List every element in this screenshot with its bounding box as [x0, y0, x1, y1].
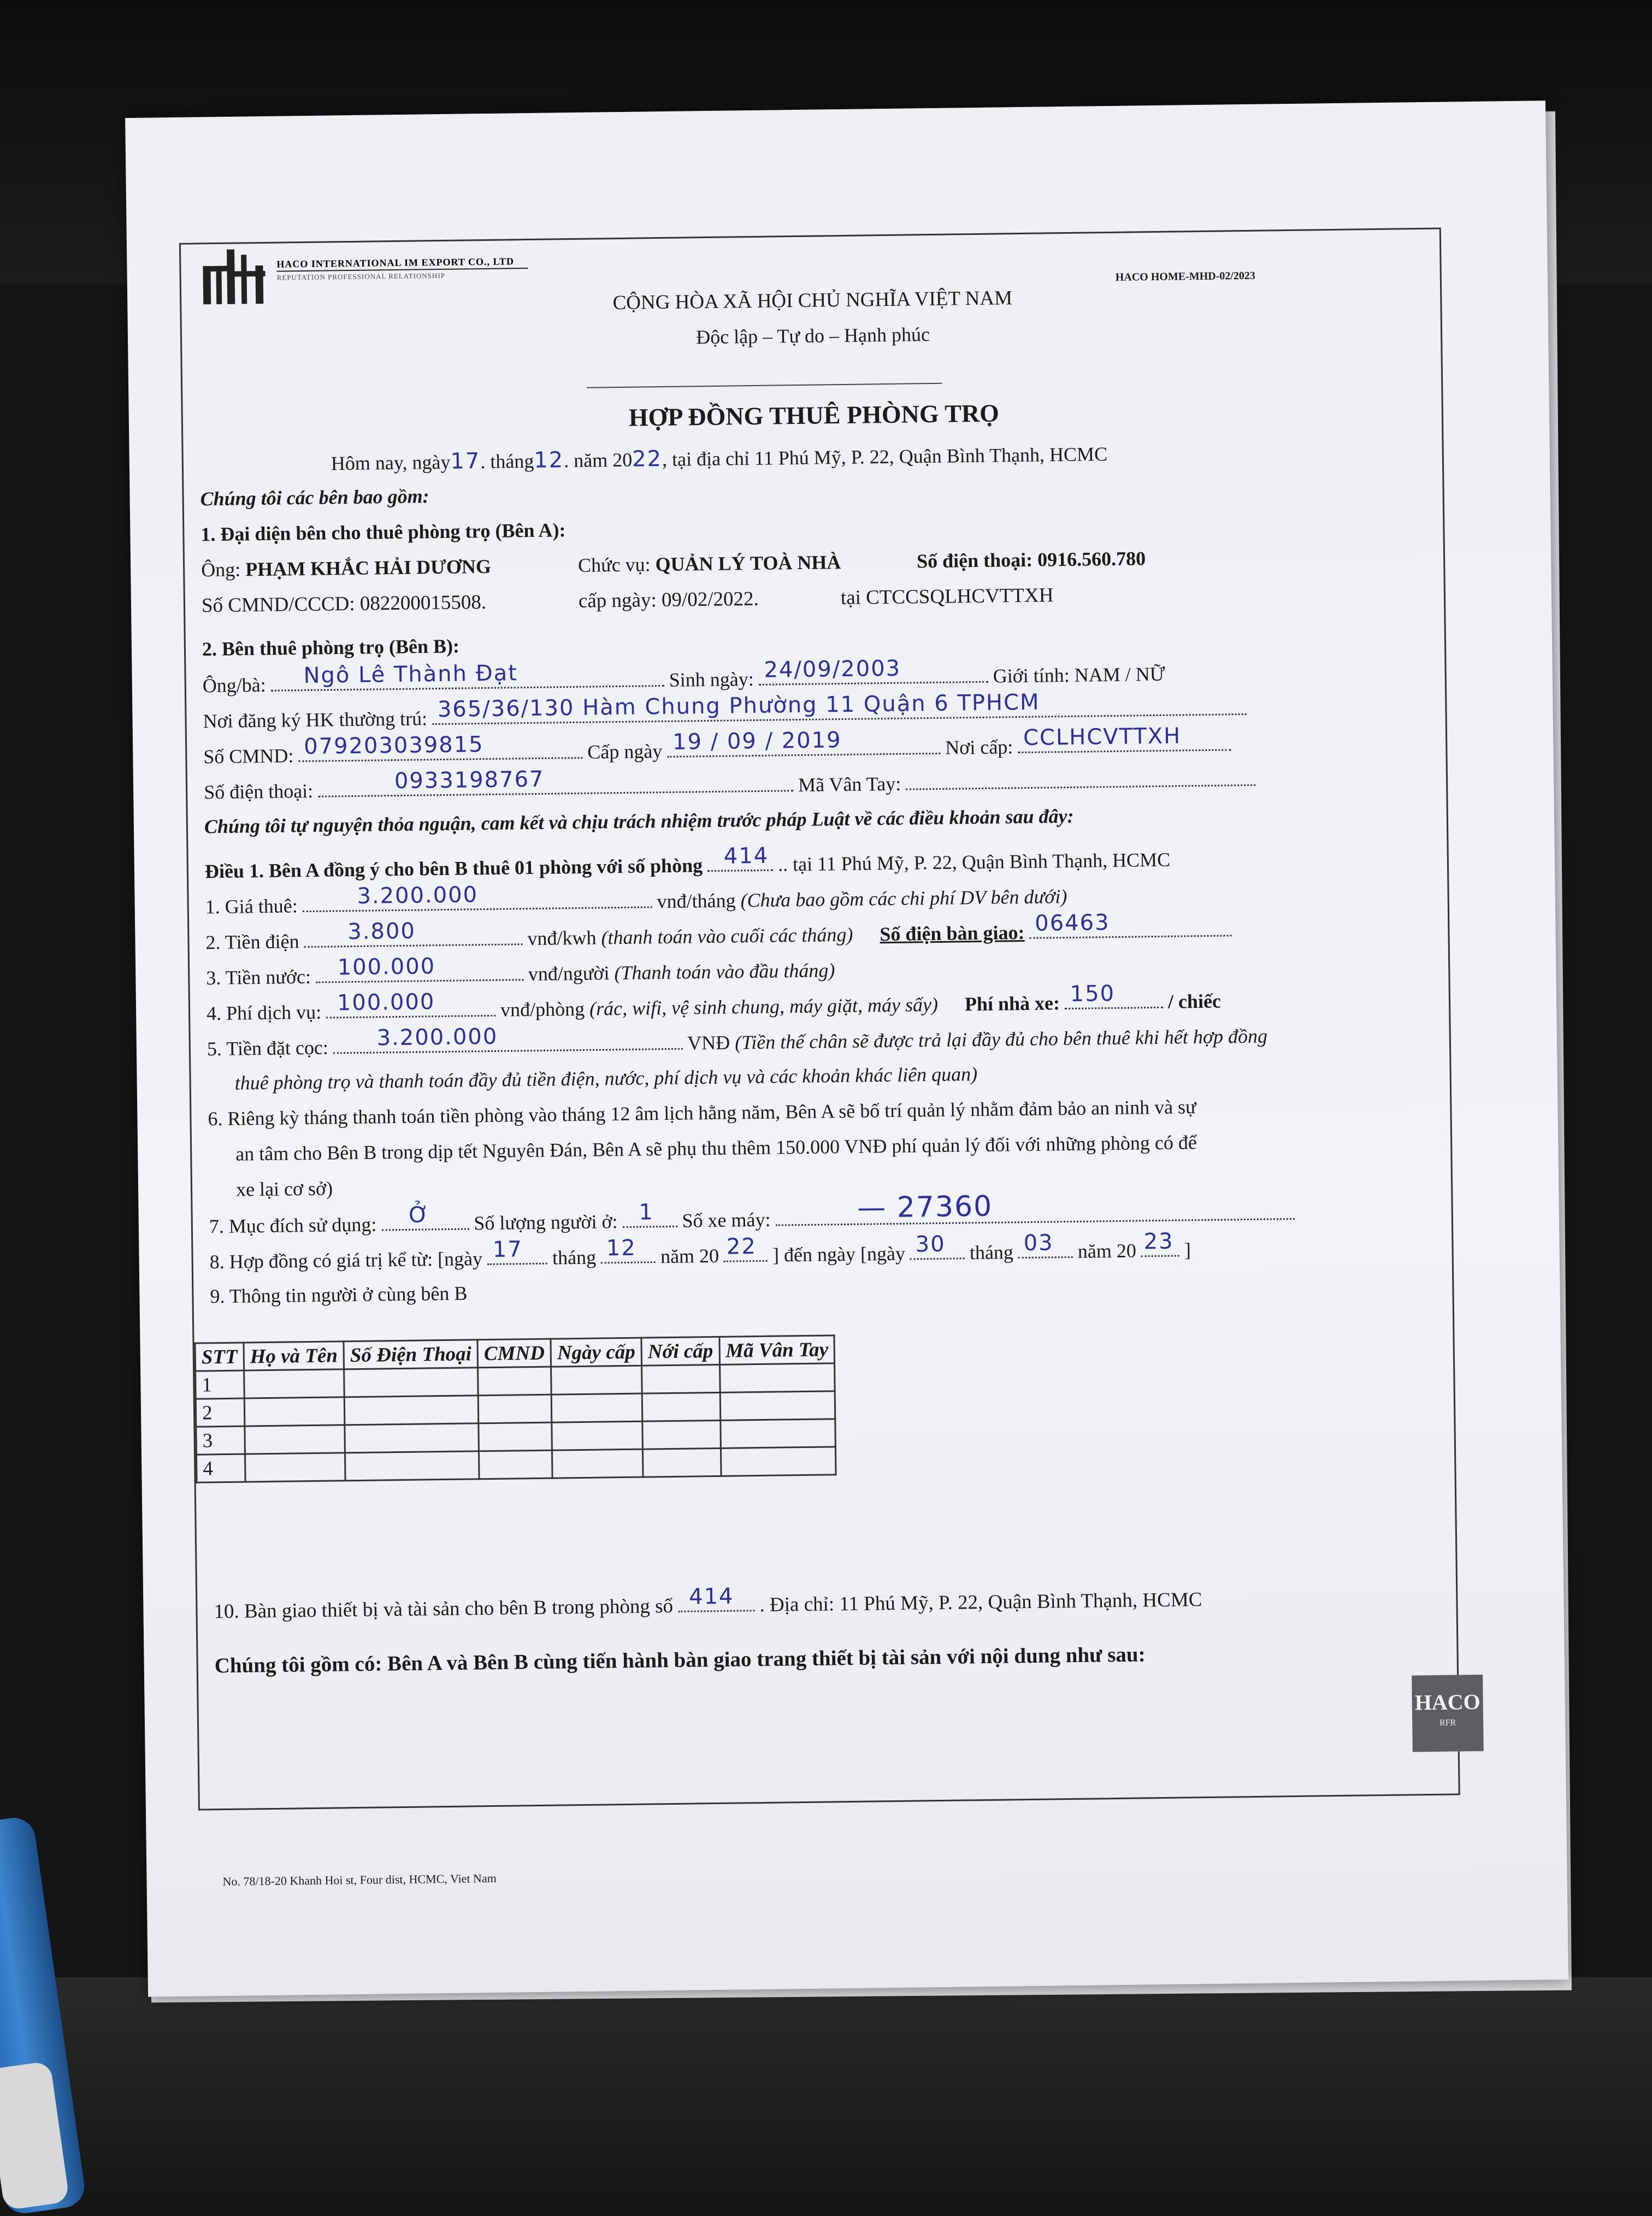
- cell[interactable]: [478, 1394, 552, 1423]
- handover-room-field: [678, 1583, 754, 1612]
- row-number: 3: [196, 1426, 245, 1455]
- row-number: 4: [196, 1454, 245, 1482]
- end-month-label: tháng: [969, 1241, 1014, 1264]
- party-b-fingerprint-field: [906, 767, 1255, 790]
- deposit-row: [207, 1024, 1268, 1061]
- purpose-row: [209, 1190, 1295, 1238]
- cell[interactable]: [642, 1392, 720, 1421]
- party-a-role: QUẢN LÝ TOÀ NHÀ: [655, 551, 841, 576]
- service-label: 4. Phí dịch vụ:: [206, 1001, 322, 1025]
- contract-page: [125, 101, 1568, 1997]
- bike-value: — 27360: [857, 1190, 993, 1225]
- water-row: [206, 954, 835, 989]
- party-b-id-label: Số CMND:: [203, 744, 294, 768]
- people-label: Số lượng người ở:: [474, 1210, 618, 1234]
- party-a-phone: Số điện thoại: 0916.560.780: [916, 547, 1146, 572]
- purpose-label: 7. Mục đích sử dụng:: [209, 1213, 377, 1238]
- cohabitants-heading: 9. Thông tin người ở cùng bên B: [210, 1282, 468, 1308]
- party-a-issue-place: tại CTCCSQLHCVTTXH: [840, 584, 1054, 610]
- service-value: 100.000: [337, 989, 435, 1016]
- col-stt: STT: [195, 1343, 244, 1371]
- cell[interactable]: [552, 1449, 643, 1478]
- term-year: 22: [726, 1234, 757, 1260]
- electricity-field: [304, 918, 522, 948]
- water-label: 3. Tiền nước:: [206, 965, 311, 989]
- tet-line-3: xe lại cơ sở): [235, 1177, 333, 1201]
- water-note: (Thanh toán vào đầu tháng): [614, 959, 835, 984]
- term-row: [209, 1228, 1191, 1273]
- party-b-id-field: [298, 732, 582, 762]
- article-1: [204, 843, 1171, 883]
- party-a-role-label: Chức vụ:: [577, 553, 651, 576]
- end-year: 23: [1143, 1228, 1174, 1255]
- cell[interactable]: [244, 1397, 345, 1426]
- electricity-meter-value: 06463: [1034, 910, 1110, 936]
- row-number: 2: [196, 1398, 244, 1427]
- col-fingerprint: Mã Vân Tay: [719, 1335, 834, 1365]
- handover-row: [214, 1583, 1202, 1623]
- term-day-field: [487, 1237, 547, 1265]
- party-b-place: CCLHCVTTXH: [1023, 723, 1182, 751]
- cell[interactable]: [345, 1423, 479, 1453]
- page-frame: [179, 228, 1460, 1889]
- party-b-dob-field: [758, 655, 988, 686]
- tet-line-2: an tâm cho Bên B trong dịp tết Nguyên Đán, Bên A sẽ phụ thu thêm 150.000 VNĐ phí quản lý đối với những phòng có để: [235, 1131, 1197, 1165]
- col-issue-place: Nới cấp: [641, 1337, 719, 1366]
- party-b-issue: 19 / 09 / 2019: [672, 728, 842, 755]
- rent-row: [205, 884, 1067, 918]
- deposit-field: [333, 1024, 683, 1054]
- party-b-issue-field: [667, 728, 940, 758]
- article-1-address: .. tại 11 Phú Mỹ, P. 22, Quận Bình Thạnh, HCMC: [777, 848, 1171, 876]
- end-year-field: [1141, 1228, 1179, 1257]
- party-b-dob-label: Sinh ngày:: [669, 668, 754, 691]
- party-b-heading: 2. Bên thuê phòng trọ (Bên B):: [202, 635, 460, 660]
- intro-month: 12: [534, 447, 564, 473]
- haco-stamp: [1412, 1675, 1484, 1752]
- service-note: (rác, wifi, vệ sinh chung, máy giặt, máy sấy): [589, 993, 939, 1020]
- cell[interactable]: [720, 1419, 835, 1449]
- end-month-field: [1018, 1230, 1073, 1258]
- end-year-label: năm 20: [1077, 1239, 1137, 1262]
- logo-tagline: REPUTATION PROFESSIONAL RELATIONSHIP: [276, 271, 445, 282]
- bike-field: [775, 1190, 1294, 1226]
- service-row: [206, 980, 1222, 1025]
- party-a-issue-date: cấp ngày: 09/02/2022.: [578, 587, 759, 612]
- deposit-unit: VNĐ: [687, 1031, 730, 1054]
- cohabitants-table: [194, 1334, 836, 1483]
- cell[interactable]: [344, 1368, 479, 1397]
- logo-name: HACO INTERNATIONAL IM EXPORT CO., LTD: [276, 256, 515, 270]
- electricity-meter-field: [1029, 910, 1231, 939]
- electricity-row: [205, 910, 1231, 954]
- party-a-name-label: Ông:: [200, 558, 241, 581]
- party-a-id: Số CMND/CCCD: 082200015508.: [201, 591, 487, 617]
- cell[interactable]: [479, 1422, 552, 1451]
- party-b-issue-label: Cấp ngày: [587, 740, 663, 763]
- deposit-label: 5. Tiền đặt cọc:: [206, 1036, 329, 1060]
- row-number: 1: [196, 1370, 244, 1399]
- party-b-name-field: [270, 660, 664, 692]
- handover-address: . Địa chỉ: 11 Phú Mỹ, P. 22, Quận Bình Thạnh, HCMC: [759, 1588, 1202, 1617]
- service-field: [326, 989, 495, 1019]
- intro-line: [331, 441, 1108, 475]
- motto-underline: [587, 383, 942, 388]
- rent-value: 3.200.000: [357, 882, 479, 909]
- party-b-place-label: Nơi cấp:: [945, 736, 1013, 759]
- party-b-address: 365/36/130 Hàm Chung Phường 11 Quận 6 TPHCM: [437, 689, 1040, 723]
- term-month-label: tháng: [552, 1246, 597, 1269]
- party-b-id: 079203039815: [303, 732, 484, 760]
- handover-room: 414: [688, 1583, 734, 1610]
- background-bottom: [0, 1977, 1652, 2202]
- intro-year: 22: [632, 446, 663, 472]
- rent-field: [302, 882, 652, 912]
- party-b-place-field: [1018, 723, 1231, 753]
- col-issue-date: Ngày cấp: [551, 1338, 641, 1367]
- article-1-text: Điều 1. Bên A đồng ý cho bên B thuê 01 phòng với số phòng: [204, 854, 703, 883]
- cell[interactable]: [551, 1393, 642, 1422]
- cell[interactable]: [244, 1369, 344, 1398]
- cell[interactable]: [719, 1363, 835, 1393]
- intro-day: 17: [450, 448, 481, 474]
- nation-heading: CỘNG HÒA XÃ HỘI CHỦ NGHĨA VIỆT NAM: [612, 287, 1013, 315]
- term-month-field: [601, 1235, 656, 1263]
- cell[interactable]: [642, 1364, 720, 1393]
- intro-text-3: . năm 20: [563, 448, 633, 472]
- cell[interactable]: [345, 1451, 480, 1481]
- rent-unit: vnđ/tháng: [657, 889, 736, 913]
- party-b-phone-field: [318, 766, 793, 797]
- end-month: 03: [1023, 1230, 1054, 1256]
- party-a-heading: 1. Đại diện bên cho thuê phòng trọ (Bên A):: [200, 519, 566, 546]
- agreement-statement: Chúng tôi tự nguyện thỏa nguận, cam kết và chịu trách nhiệm trước pháp Luật về các điều khoản sau đây:: [204, 805, 1074, 838]
- cell[interactable]: [479, 1450, 553, 1479]
- party-a-role-row: [578, 551, 841, 577]
- document-code: HACO HOME-MHD-02/2023: [1115, 269, 1255, 283]
- cell[interactable]: [642, 1420, 721, 1449]
- cell[interactable]: [478, 1367, 552, 1396]
- parking-value: 150: [1070, 980, 1116, 1007]
- electricity-meter-label: Số điện bàn giao:: [880, 921, 1025, 946]
- electricity-note: (thanh toán vào cuối các tháng): [601, 923, 853, 949]
- parties-heading: Chúng tôi các bên bao gồm:: [200, 485, 429, 510]
- rent-note: (Chưa bao gồm các chi phí DV bên dưới): [740, 885, 1067, 912]
- cell[interactable]: [721, 1447, 836, 1476]
- electricity-unit: vnđ/kwh: [527, 926, 597, 950]
- party-b-dob: 24/09/2003: [764, 655, 901, 683]
- electricity-value: 3.800: [347, 918, 416, 945]
- cell[interactable]: [720, 1391, 835, 1421]
- cell[interactable]: [344, 1396, 479, 1425]
- people-value: 1: [639, 1199, 654, 1225]
- party-b-address-field: [432, 689, 1246, 725]
- term-month: 12: [606, 1235, 637, 1261]
- handover-text: 10. Bàn giao thiết bị và tài sản cho bên B trong phòng số: [214, 1594, 674, 1623]
- cell[interactable]: [245, 1453, 345, 1482]
- party-b-phone-label: Số điện thoại:: [203, 779, 314, 803]
- cell[interactable]: [245, 1425, 345, 1454]
- term-end-bracket: ]: [1184, 1239, 1191, 1261]
- handover-summary: Chúng tôi gồm có: Bên A và Bên B cùng tiến hành bàn giao trang thiết bị tài sản với nội dung như sau:: [214, 1642, 1146, 1678]
- purpose-field: [381, 1202, 469, 1231]
- col-phone: Số Điện Thoại: [344, 1340, 478, 1369]
- term-year-field: [724, 1234, 768, 1262]
- party-a-name-row: [201, 555, 491, 581]
- intro-text-2: . tháng: [480, 450, 534, 473]
- party-b-fingerprint-label: Mã Vân Tay:: [798, 772, 901, 796]
- deposit-note-cont: thuê phòng trọ và thanh toán đầy đủ tiền điện, nước, phí dịch vụ và các khoản khác liên quan): [234, 1063, 978, 1094]
- article-1-room: 414: [723, 843, 769, 869]
- intro-text-4: , tại địa chỉ 11 Phú Mỹ, P. 22, Quận Bình Thạnh, HCMC: [662, 443, 1108, 471]
- party-b-address-label: Nơi đăng ký HK thường trú:: [203, 707, 428, 732]
- page-title: HỢP ĐỒNG THUÊ PHÒNG TRỌ: [628, 399, 1000, 432]
- service-unit: vnđ/phòng: [500, 997, 585, 1021]
- article-1-room-field: [707, 843, 773, 872]
- electricity-label: 2. Tiền điện: [205, 930, 299, 954]
- deposit-value: 3.200.000: [376, 1024, 498, 1051]
- water-value: 100.000: [337, 954, 436, 980]
- term-start-label: 8. Hợp đồng có giá trị kể từ: [ngày: [209, 1248, 483, 1273]
- col-name: Họ và Tên: [244, 1342, 344, 1370]
- end-day: 30: [915, 1231, 946, 1257]
- party-b-phone-row: [204, 767, 1256, 804]
- motto: Độc lập – Tự do – Hạnh phúc: [695, 323, 930, 348]
- end-day-field: [910, 1231, 965, 1260]
- people-field: [622, 1199, 677, 1228]
- deposit-note: (Tiền thế chân sẽ được trả lại đầy đủ cho bên thuê khi hết hợp đồng: [734, 1025, 1268, 1054]
- stamp-sub: RFR: [1439, 1718, 1456, 1728]
- parking-field: [1065, 980, 1163, 1009]
- party-a-name: PHẠM KHẮC HẢI DƯƠNG: [245, 555, 492, 581]
- water-unit: vnđ/người: [528, 962, 610, 985]
- cell[interactable]: [642, 1448, 721, 1477]
- party-b-id-row: [203, 723, 1231, 768]
- parking-unit: / chiếc: [1167, 990, 1222, 1013]
- cell[interactable]: [551, 1366, 642, 1394]
- footer-address: No. 78/18-20 Khanh Hoi st, Four dist, HCMC, Viet Nam: [222, 1871, 497, 1889]
- stamp-text: HACO: [1414, 1689, 1480, 1715]
- term-day: 17: [492, 1237, 523, 1262]
- party-b-gender: Giới tính: NAM / NỮ: [993, 663, 1165, 687]
- term-end-label: ] đến ngày [ngày: [772, 1242, 906, 1266]
- term-year-label: năm 20: [660, 1244, 719, 1268]
- bike-label: Số xe máy:: [682, 1208, 771, 1232]
- tet-line-1: 6. Riêng kỳ tháng thanh toán tiền phòng vào tháng 12 âm lịch hằng năm, Bên A sẽ bố trí quản lý nhằm đảm bảo an ninh và sự: [208, 1096, 1196, 1130]
- party-b-name: Ngô Lê Thành Đạt: [303, 660, 518, 689]
- party-b-phone: 0933198767: [394, 766, 545, 794]
- rent-label: 1. Giá thuê:: [205, 895, 298, 918]
- parking-label: Phí nhà xe:: [964, 992, 1060, 1015]
- col-id: CMND: [477, 1339, 551, 1368]
- party-b-name-label: Ông/bà:: [202, 673, 267, 697]
- cell[interactable]: [552, 1421, 642, 1450]
- water-field: [316, 954, 523, 983]
- purpose-value: Ở: [408, 1202, 430, 1228]
- intro-text-1: Hôm nay, ngày: [331, 451, 451, 475]
